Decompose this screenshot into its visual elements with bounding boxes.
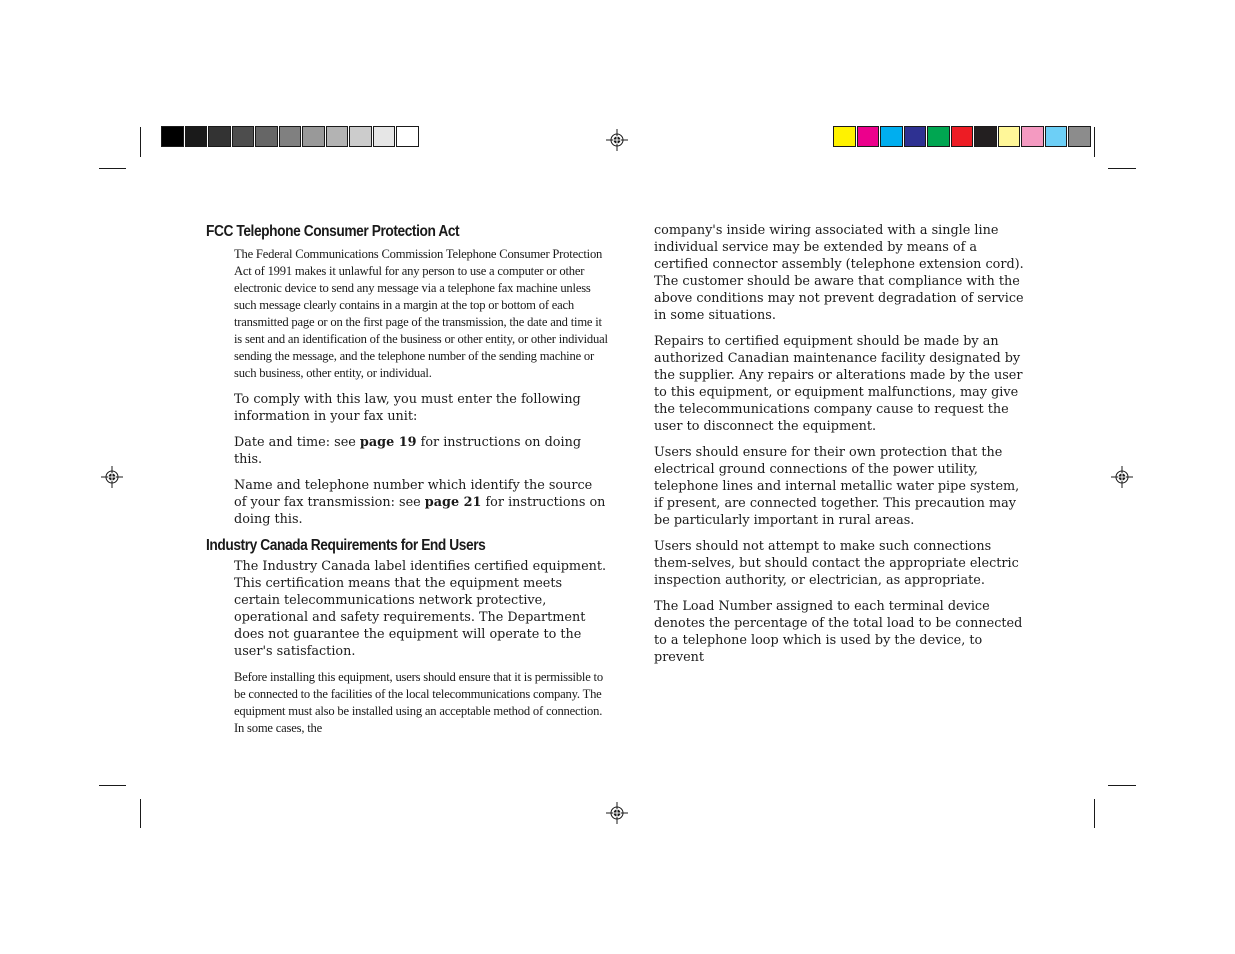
color-swatch <box>951 126 974 147</box>
color-swatch <box>1021 126 1044 147</box>
color-swatch <box>1068 126 1091 147</box>
color-swatch <box>927 126 950 147</box>
registration-mark-icon <box>606 129 628 151</box>
fcc-paragraph: To comply with this law, you must enter the following information in your fax unit: <box>234 392 581 424</box>
registration-mark-icon <box>1111 466 1133 488</box>
crop-mark <box>140 799 141 828</box>
industry-canada-heading: Industry Canada Requirements for End Users <box>206 537 486 554</box>
color-swatch <box>974 126 997 147</box>
fcc-paragraph: The Federal Communications Commission Telephone Consumer Protection Act of 1991 makes it unlawful for any person to use a computer or other electronic device to send any message via a telephone fax machine unless such message clearly contains in a margin at the top or bottom of each transmitted page or on the first page of the transmission, the date and time it is sent and an identification of the business or other entity, or other individual sending the message, and the telephone number of the sending machine or such business, other entity, or individual. <box>234 247 608 380</box>
color-swatch <box>349 126 372 147</box>
right-paragraph: Users should not attempt to make such connections them-selves, but should contact the appropriate electric inspection authority, or electrician, as appropriate. <box>654 539 1019 588</box>
crop-mark <box>1094 127 1095 157</box>
color-swatch <box>208 126 231 147</box>
crop-mark <box>140 127 141 157</box>
color-swatch <box>396 126 419 147</box>
color-swatch <box>998 126 1021 147</box>
right-paragraph: Users should ensure for their own protection that the electrical ground connections of the power utility, telephone lines and internal metallic water pipe system, if present, are connected together. This precaution may be particularly important in rural areas. <box>654 445 1020 528</box>
industry-canada-section <box>234 558 608 746</box>
right-paragraph: The Load Number assigned to each terminal device denotes the percentage of the total load to be connected to a telephone loop which is used by the device, to prevent <box>654 599 1023 665</box>
color-swatch <box>1045 126 1068 147</box>
crop-mark <box>99 785 126 786</box>
color-swatch <box>857 126 880 147</box>
crop-mark <box>1108 785 1136 786</box>
right-paragraph: company's inside wiring associated with a single line individual service may be extended by means of a certified connector assembly (telephone extension cord). The customer should be aware that compliance with the above conditions may not prevent degradation of service in some situations. <box>654 223 1024 323</box>
color-swatch <box>279 126 302 147</box>
color-swatch <box>255 126 278 147</box>
color-swatch <box>904 126 927 147</box>
color-swatch <box>373 126 396 147</box>
right-column <box>654 222 1028 675</box>
color-swatch <box>185 126 208 147</box>
color-calibration-bar <box>833 126 1092 147</box>
page-reference: page 21 <box>424 495 482 510</box>
grayscale-calibration-bar <box>161 126 420 147</box>
color-swatch <box>833 126 856 147</box>
ic-paragraph: The Industry Canada label identifies certified equipment. This certification means that the equipment meets certain telecommunications network protective, operational and safety requirements. The Department does not guarantee the equipment will operate to the user's satisfaction. <box>234 559 607 659</box>
color-swatch <box>161 126 184 147</box>
fcc-name-phone-paragraph: Name and telephone number which identify the source of your fax transmission: see page 21 for instructions on doing this. <box>234 478 606 527</box>
color-swatch <box>326 126 349 147</box>
registration-mark-icon <box>101 466 123 488</box>
registration-mark-icon <box>606 802 628 824</box>
right-paragraph: Repairs to certified equipment should be made by an authorized Canadian maintenance facility designated by the supplier. Any repairs or alterations made by the user to this equipment, or equipment malfunctions, may give the telecommunications company cause to request the user to disconnect the equipment. <box>654 334 1023 434</box>
color-swatch <box>302 126 325 147</box>
fcc-date-time-paragraph: Date and time: see page 19 for instructions on doing this. <box>234 435 582 467</box>
crop-mark <box>1094 799 1095 828</box>
page-reference: page 19 <box>359 435 417 450</box>
ic-paragraph: Before installing this equipment, users should ensure that it is permissible to be connected to the facilities of the local telecommunications company. The equipment must also be installed using an acceptable method of connection. In some cases, the <box>234 670 603 735</box>
color-swatch <box>232 126 255 147</box>
fcc-heading: FCC Telephone Consumer Protection Act <box>206 223 460 240</box>
fcc-section <box>234 246 608 537</box>
crop-mark <box>99 168 126 169</box>
crop-mark <box>1108 168 1136 169</box>
color-swatch <box>880 126 903 147</box>
